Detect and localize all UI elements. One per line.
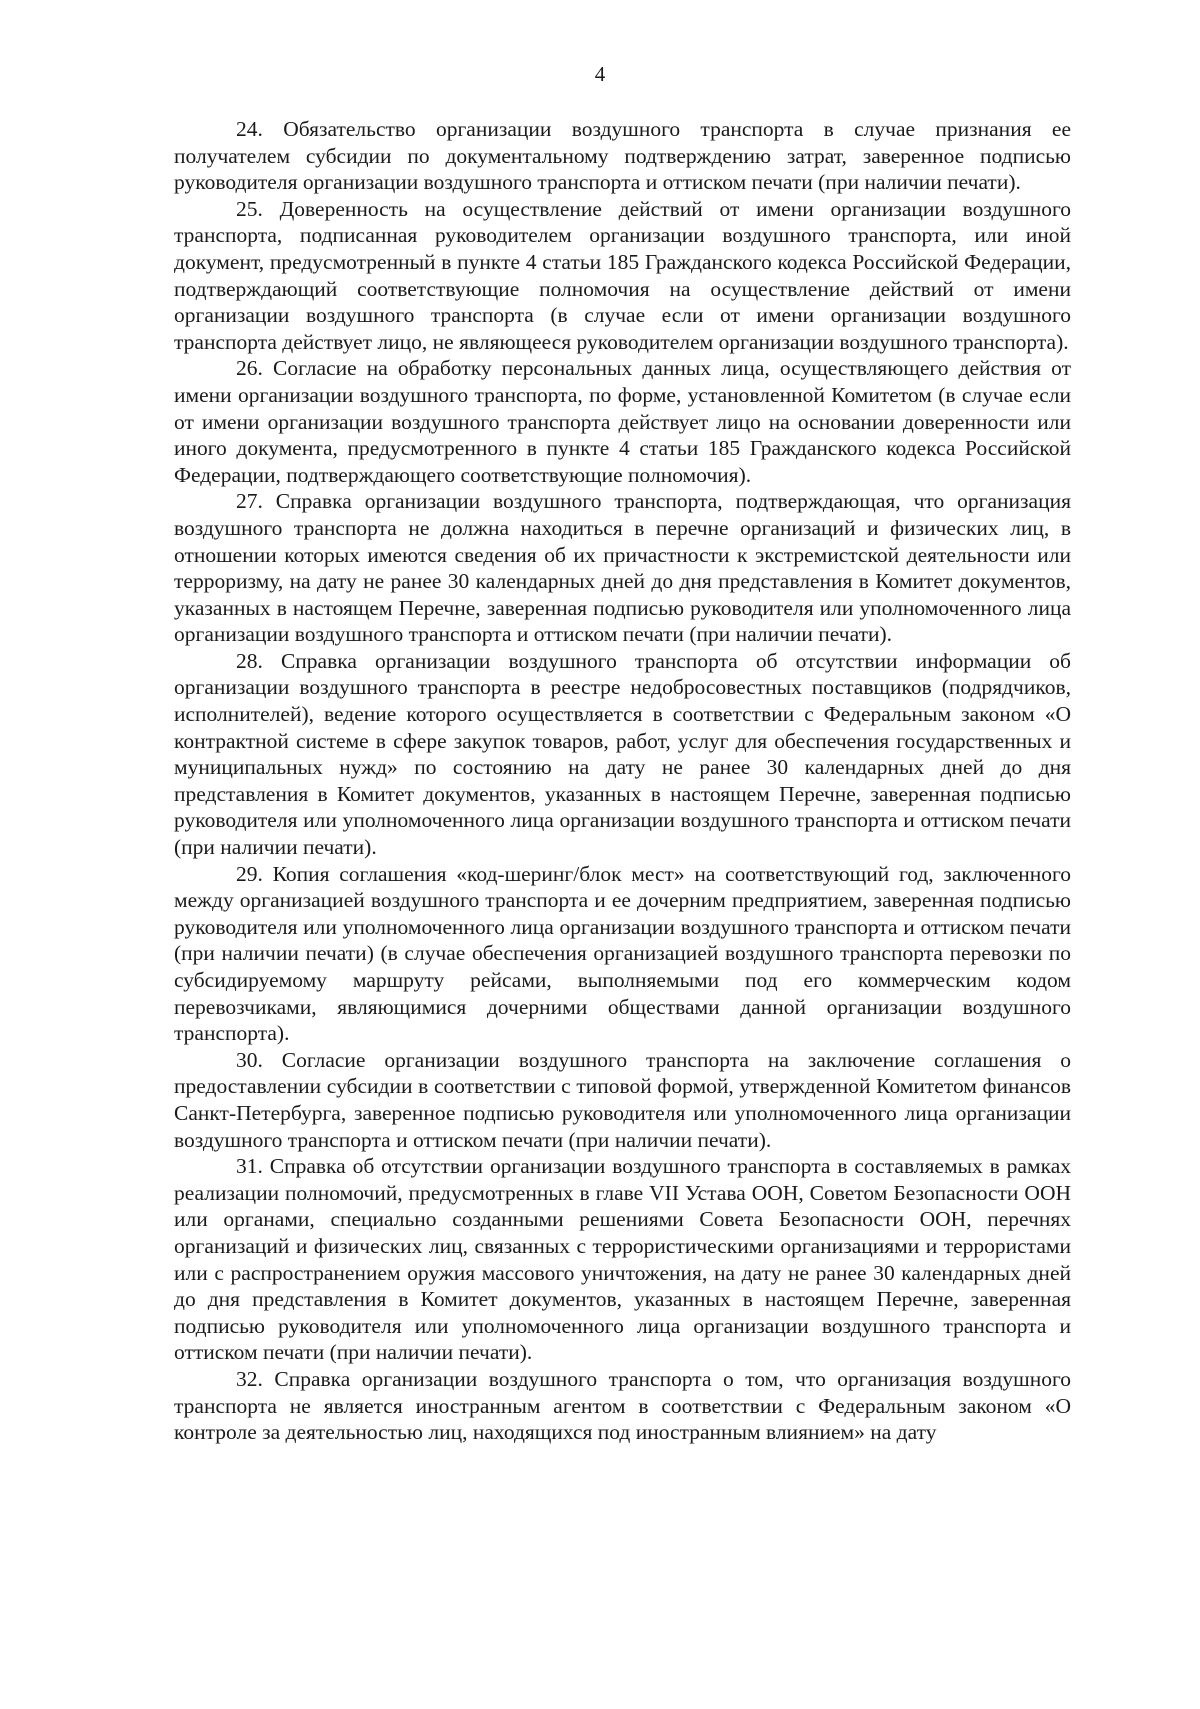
paragraph-29: 29. Копия соглашения «код-шеринг/блок мест» на соответствующий год, заключенного между организацией воздушного транспорта и ее дочерним предприятием, заверенная подписью руководителя или уполномоченного лица организации воздушного транспорта и оттиском печати (при наличии печати) (в случае обеспечения организацией воздушного транспорта перевозки по субсидируемому маршруту рейсами, выполняемыми под его коммерческим кодом перевозчиками, являющимися дочерними обществами данной организации воздушного транспорта). [174,861,1071,1046]
page-number: 4 [594,62,606,86]
paragraph-30: 30. Согласие организации воздушного транспорта на заключение соглашения о предоставлении субсидии в соответствии с типовой формой, утвержденной Комитетом финансов Санкт-Петербурга, заверенное подписью руководителя или уполномоченного лица организации воздушного транспорта и оттиском печати (при наличии печати). [174,1047,1071,1152]
paragraph-27: 27. Справка организации воздушного транспорта, подтверждающая, что организация воздушного транспорта не должна находиться в перечне организаций и физических лиц, в отношении которых имеются сведения об их причастности к экстремистской деятельности или терроризму, на дату не ранее 30 календарных дней до дня представления в Комитет документов, указанных в настоящем Перечне, заверенная подписью руководителя или уполномоченного лица организации воздушного транспорта и оттиском печати (при наличии печати). [174,489,1071,647]
paragraph-31: 31. Справка об отсутствии организации воздушного транспорта в составляемых в рамках реализации полномочий, предусмотренных в главе VII Устава ООН, Советом Безопасности ООН или органами, специально созданными решениями Совета Безопасности ООН, перечнях организаций и физических лиц, связанных с террористическими организациями и террористами или с распространением оружия массового уничтожения, на дату не ранее 30 календарных дней до дня представления в Комитет документов, указанных в настоящем Перечне, заверенная подписью руководителя или уполномоченного лица организации воздушного транспорта и оттиском печати (при наличии печати). [174,1154,1071,1365]
paragraph-28: 28. Справка организации воздушного транспорта об отсутствии информации об организации воздушного транспорта в реестре недобросовестных поставщиков (подрядчиков, исполнителей), ведение которого осуществляется в соответствии с Федеральным законом «О контрактной системе в сфере закупок товаров, работ, услуг для обеспечения государственных и муниципальных нужд» по состоянию на дату не ранее 30 календарных дней до дня представления в Комитет документов, указанных в настоящем Перечне, заверенная подписью руководителя или уполномоченного лица организации воздушного транспорта и оттиском печати (при наличии печати). [174,648,1071,860]
paragraph-26: 26. Согласие на обработку персональных данных лица, осуществляющего действия от имени организации воздушного транспорта, по форме, установленной Комитетом (в случае если от имени организации воздушного транспорта действует лицо на основании доверенности или иного документа, предусмотренного в пункте 4 статьи 185 Гражданского кодекса Российской Федерации, подтверждающего соответствующие полномочия). [174,356,1071,487]
paragraph-24: 24. Обязательство организации воздушного транспорта в случае признания ее получателем субсидии по документальному подтверждению затрат, заверенное подписью руководителя организации воздушного транспорта и оттиском печати (при наличии печати). [174,117,1071,195]
paragraph-32: 32. Справка организации воздушного транспорта о том, что организация воздушного транспорта не является иностранным агентом в соответствии с Федеральным законом «О контроле за деятельностью лиц, находящихся под иностранным влиянием» на дату [174,1366,1071,1445]
document-body [174,116,1071,1446]
paragraph-25: 25. Доверенность на осуществление действий от имени организации воздушного транспорта, подписанная руководителем организации воздушного транспорта, или иной документ, предусмотренный в пункте 4 статьи 185 Гражданского кодекса Российской Федерации, подтверждающий соответствующие полномочия на осуществление действий от имени организации воздушного транспорта (в случае если от имени организации воздушного транспорта действует лицо, не являющееся руководителем организации воздушного транспорта). [174,196,1071,354]
